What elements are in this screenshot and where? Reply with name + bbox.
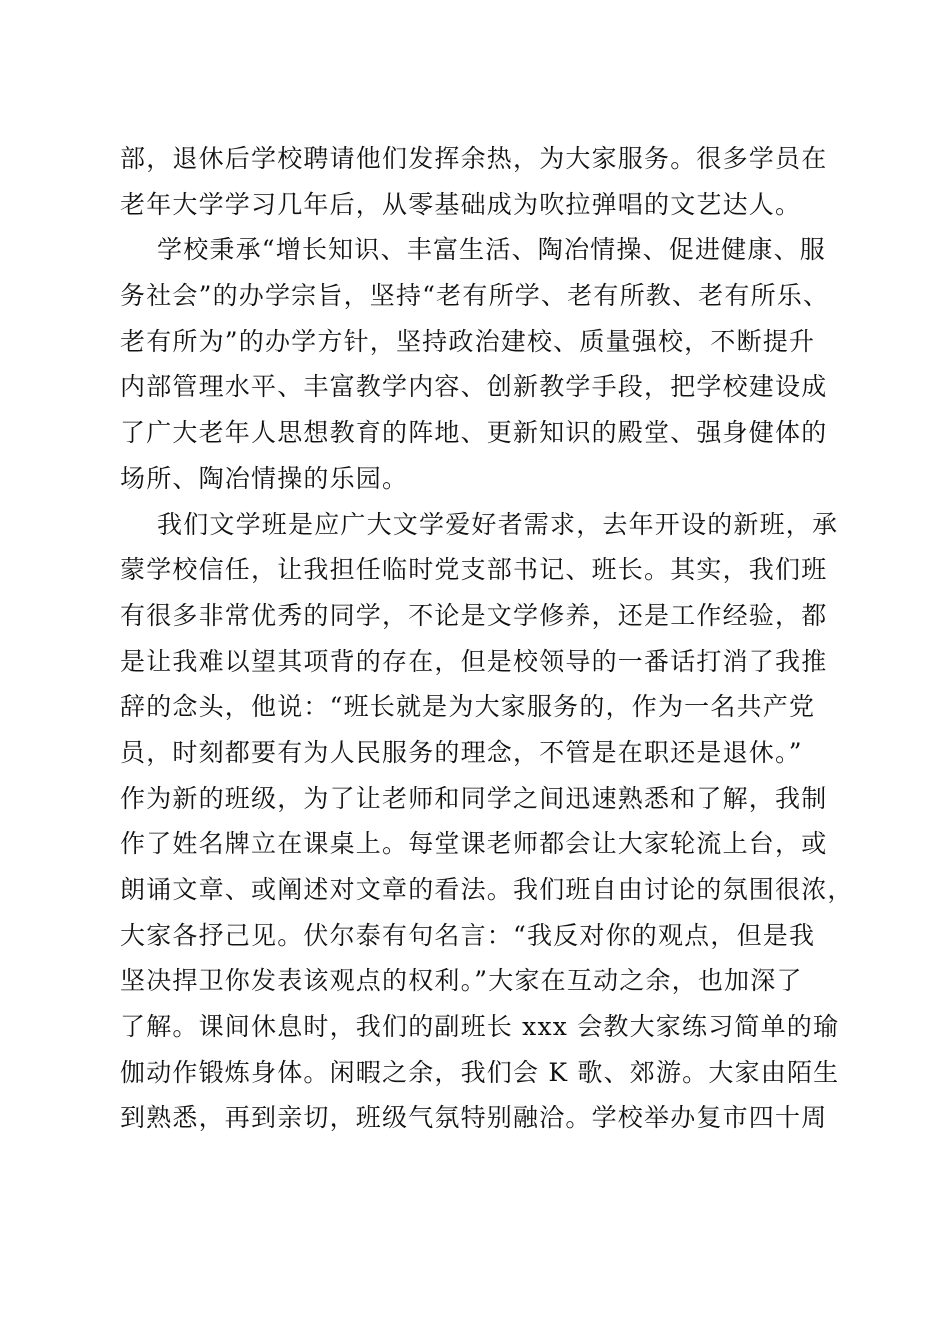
text-line: 大家各抒己见。伏尔泰有句名言：“我反对你的观点，但是我 [120, 920, 816, 950]
text-line: 坚决捍卫你发表该观点的权利。”大家在互动之余，也加深了 [120, 966, 803, 996]
text-line: 部，退休后学校聘请他们发挥余热，为大家服务。很多学员在 [120, 144, 828, 173]
text-line: 作了姓名牌立在课桌上。每堂课老师都会让大家轮流上台，或 [120, 829, 828, 859]
body-text [120, 136, 854, 1141]
text-line: 老有所为”的办学方针，坚持政治建校、质量强校，不断提升 [120, 326, 816, 356]
text-line: 伽动作锻炼身体。闲暇之余，我们会 K 歌、郊游。大家由陌生 [120, 1057, 840, 1087]
paragraph-start-line: 学校秉承“增长知识、丰富生活、陶冶情操、促进健康、服 [157, 235, 826, 265]
text-line: 是让我难以望其项背的存在，但是校领导的一番话打消了我推 [120, 646, 828, 676]
text-line: 作为新的班级，为了让老师和同学之间迅速熟悉和了解，我制 [120, 783, 828, 813]
text-line: 场所、陶冶情操的乐园。 [120, 463, 409, 493]
text-line: 辞的念头，他说：“班长就是为大家服务的，作为一名共产党 [120, 692, 816, 722]
text-line: 了广大老年人思想教育的阵地、更新知识的殿堂、强身健体的 [120, 418, 828, 448]
text-line: 到熟悉，再到亲切，班级气氛特别融洽。学校举办复市四十周 [120, 1103, 828, 1133]
text-line: 了解。课间休息时，我们的副班长 xxx 会教大家练习简单的瑜 [120, 1012, 840, 1042]
text-line: 蒙学校信任，让我担任临时党支部书记、班长。其实，我们班 [120, 555, 828, 585]
text-line: 务社会”的办学宗旨，坚持“老有所学、老有所教、老有所乐、 [120, 281, 830, 311]
text-line: 老年大学学习几年后，从零基础成为吹拉弹唱的文艺达人。 [120, 189, 802, 219]
paragraph-start-line: 我们文学班是应广大文学爱好者需求，去年开设的新班，承 [157, 509, 839, 539]
text-line: 朗诵文章、或阐述对文章的看法。我们班自由讨论的氛围很浓， [120, 875, 854, 904]
text-line: 员，时刻都要有为人民服务的理念，不管是在职还是退休。” [120, 737, 803, 767]
text-line: 有很多非常优秀的同学，不论是文学修养，还是工作经验，都 [120, 600, 828, 630]
text-line: 内部管理水平、丰富教学内容、创新教学手段，把学校建设成 [120, 372, 828, 402]
